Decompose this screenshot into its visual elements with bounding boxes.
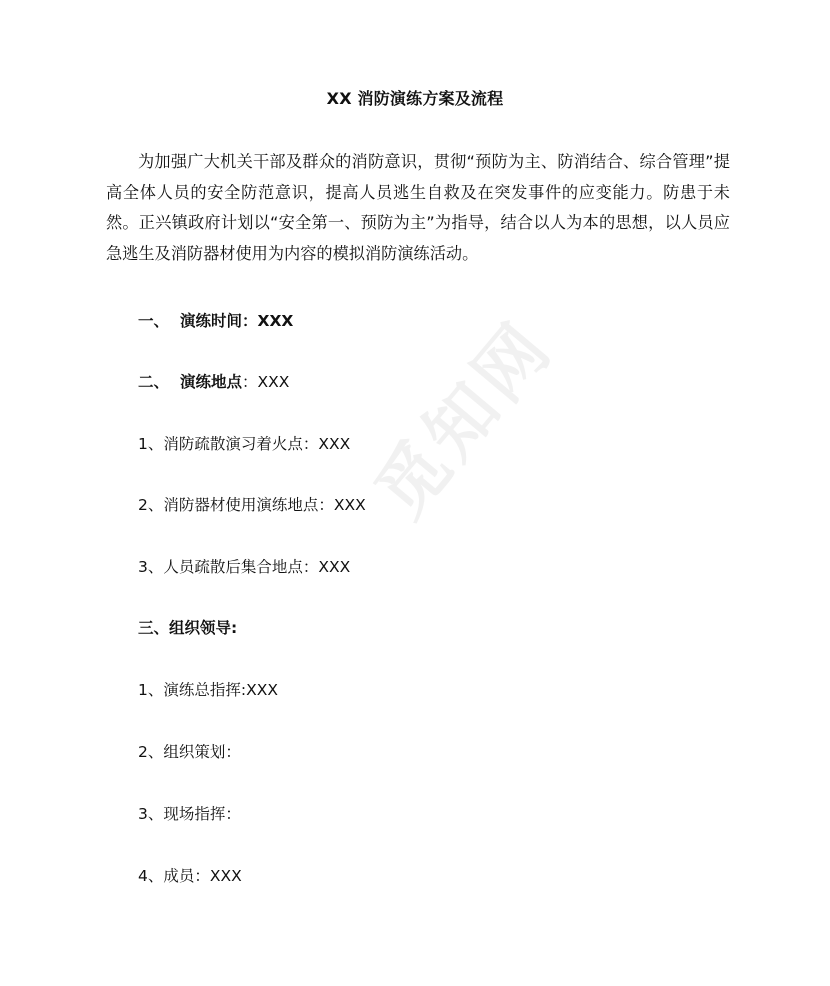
leadership-item-3: 3、现场指挥： bbox=[138, 805, 241, 823]
location-item-2: 2、消防器材使用演练地点：XXX bbox=[138, 496, 366, 514]
section-2-number: 二、 bbox=[138, 373, 170, 391]
watermark: 觅知网 bbox=[359, 305, 569, 533]
location-item-3: 3、人员疏散后集合地点：XXX bbox=[138, 558, 351, 576]
leadership-item-2: 2、组织策划： bbox=[138, 743, 241, 761]
section-1-number: 一、 bbox=[138, 312, 170, 330]
leadership-item-1: 1、演练总指挥:XXX bbox=[138, 681, 278, 699]
section-2-value: ：XXX bbox=[242, 373, 290, 391]
section-3-heading: 三、组织领导: bbox=[138, 619, 238, 637]
document-title: XX 消防演练方案及流程 bbox=[326, 89, 504, 108]
intro-paragraph: 为加强广大机关干部及群众的消防意识，贯彻“预防为主、防消结合、综合管理”提高全体人员的安全防范意识，提高人员逃生自救及在突发事件的应变能力。防患于未然。正兴镇政府计划以“安全第一、预防为主”为指导，结合以人为本的思想，以人员应急逃生及消防器材使用为内容的模拟消防演练活动。 bbox=[106, 152, 730, 263]
section-1-heading bbox=[138, 310, 293, 332]
location-item-1: 1、消防疏散演习着火点：XXX bbox=[138, 435, 351, 453]
section-2-label: 演练地点 bbox=[180, 373, 243, 391]
section-2-heading bbox=[138, 371, 289, 393]
section-1-label: 演练时间：XXX bbox=[180, 312, 294, 330]
leadership-item-4: 4、成员：XXX bbox=[138, 867, 242, 885]
